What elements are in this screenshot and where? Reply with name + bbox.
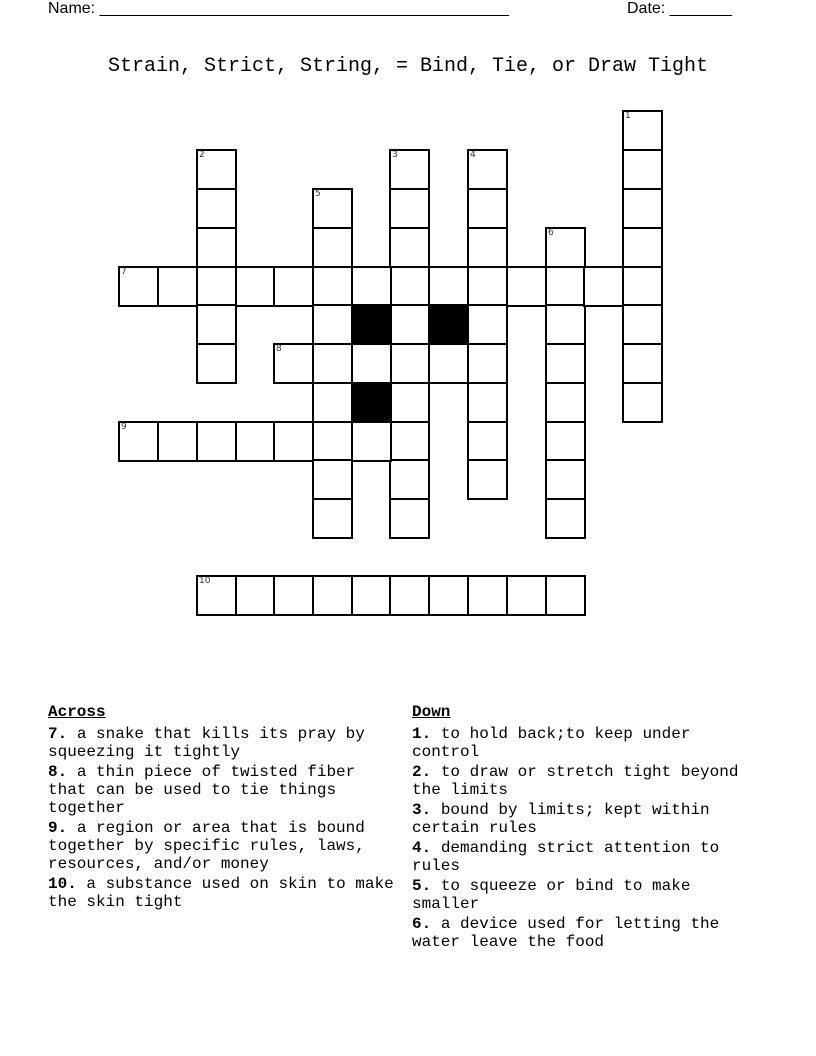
answer-cell[interactable] (351, 421, 392, 462)
answer-cell[interactable] (467, 227, 508, 268)
numbered-cell[interactable] (389, 149, 430, 190)
answer-cell[interactable] (312, 575, 353, 616)
answer-cell[interactable] (389, 266, 430, 307)
clue-text: to hold back;to keep under control (412, 725, 691, 761)
answer-cell[interactable] (545, 575, 586, 616)
answer-cell[interactable] (196, 266, 237, 307)
clue-number-label: 6 (548, 228, 554, 238)
answer-cell[interactable] (389, 421, 430, 462)
numbered-cell[interactable] (196, 149, 237, 190)
answer-cell[interactable] (389, 498, 430, 539)
answer-cell[interactable] (622, 227, 663, 268)
answer-cell[interactable] (235, 575, 276, 616)
answer-cell[interactable] (545, 421, 586, 462)
answer-cell[interactable] (622, 343, 663, 384)
answer-cell[interactable] (545, 459, 586, 500)
clue-text: a snake that kills its pray by squeezing it tightly (48, 725, 365, 761)
answer-cell[interactable] (622, 382, 663, 423)
numbered-cell[interactable] (622, 110, 663, 151)
answer-cell[interactable] (273, 575, 314, 616)
answer-cell[interactable] (506, 266, 547, 307)
clue-number-label: 5 (315, 189, 321, 199)
across-clue-9 (48, 819, 398, 873)
answer-cell[interactable] (312, 421, 353, 462)
answer-cell[interactable] (351, 266, 392, 307)
clue-number: 7. (48, 725, 68, 743)
clue-text: a device used for letting the water leave the food (412, 915, 720, 951)
clue-text: to squeeze or bind to make smaller (412, 877, 691, 913)
black-square (351, 304, 392, 345)
answer-cell[interactable] (351, 343, 392, 384)
answer-cell[interactable] (428, 266, 469, 307)
numbered-cell[interactable] (118, 421, 159, 462)
answer-cell[interactable] (196, 343, 237, 384)
clue-number: 4. (412, 839, 432, 857)
black-square (351, 382, 392, 423)
answer-cell[interactable] (428, 343, 469, 384)
answer-cell[interactable] (389, 188, 430, 229)
answer-cell[interactable] (389, 382, 430, 423)
answer-cell[interactable] (467, 266, 508, 307)
answer-cell[interactable] (196, 227, 237, 268)
answer-cell[interactable] (467, 459, 508, 500)
down-clue-2 (412, 763, 762, 799)
answer-cell[interactable] (273, 266, 314, 307)
answer-cell[interactable] (545, 266, 586, 307)
down-clue-3 (412, 801, 762, 837)
answer-cell[interactable] (428, 575, 469, 616)
answer-cell[interactable] (545, 498, 586, 539)
clue-text: a substance used on skin to make the skin tight (48, 875, 394, 911)
clue-number-label: 2 (199, 150, 205, 160)
across-clue-10 (48, 875, 398, 911)
name-field[interactable]: Name: ______________________________________________ (48, 0, 509, 17)
answer-cell[interactable] (506, 575, 547, 616)
answer-cell[interactable] (467, 188, 508, 229)
answer-cell[interactable] (312, 266, 353, 307)
across-clues (48, 703, 398, 913)
clue-number-label: 8 (276, 344, 282, 354)
clue-number-label: 1 (625, 111, 631, 121)
answer-cell[interactable] (622, 149, 663, 190)
answer-cell[interactable] (389, 343, 430, 384)
answer-cell[interactable] (312, 304, 353, 345)
answer-cell[interactable] (196, 188, 237, 229)
answer-cell[interactable] (312, 382, 353, 423)
answer-cell[interactable] (389, 459, 430, 500)
clue-text: a thin piece of twisted fiber that can be used to tie things together (48, 763, 356, 817)
clue-text: bound by limits; kept within certain rules (412, 801, 710, 837)
clue-text: a region or area that is bound together by specific rules, laws, resources, and/or money (48, 819, 365, 873)
answer-cell[interactable] (157, 266, 198, 307)
answer-cell[interactable] (389, 227, 430, 268)
answer-cell[interactable] (622, 304, 663, 345)
clue-number-label: 7 (121, 267, 127, 277)
answer-cell[interactable] (312, 498, 353, 539)
answer-cell[interactable] (235, 421, 276, 462)
answer-cell[interactable] (467, 382, 508, 423)
clue-number: 2. (412, 763, 432, 781)
answer-cell[interactable] (157, 421, 198, 462)
answer-cell[interactable] (467, 575, 508, 616)
down-heading: Down (412, 703, 451, 721)
down-clue-1 (412, 725, 762, 761)
clue-number: 9. (48, 819, 68, 837)
black-square (428, 304, 469, 345)
clue-number: 5. (412, 877, 432, 895)
numbered-cell[interactable] (273, 343, 314, 384)
answer-cell[interactable] (389, 304, 430, 345)
puzzle-title: Strain, Strict, String, = Bind, Tie, or Draw Tight (107, 55, 709, 78)
across-heading: Across (48, 703, 106, 721)
answer-cell[interactable] (467, 343, 508, 384)
down-clue-4 (412, 839, 762, 875)
clue-text: demanding strict attention to rules (412, 839, 720, 875)
clue-number: 3. (412, 801, 432, 819)
answer-cell[interactable] (235, 266, 276, 307)
numbered-cell[interactable] (196, 575, 237, 616)
clue-number-label: 10 (199, 576, 211, 586)
clue-number: 6. (412, 915, 432, 933)
clue-number: 10. (48, 875, 77, 893)
clue-number-label: 9 (121, 422, 127, 432)
down-clue-6 (412, 915, 762, 951)
down-clues (412, 703, 762, 953)
answer-cell[interactable] (196, 304, 237, 345)
numbered-cell[interactable] (312, 188, 353, 229)
clue-text: to draw or stretch tight beyond the limits (412, 763, 739, 799)
answer-cell[interactable] (312, 459, 353, 500)
answer-cell[interactable] (622, 188, 663, 229)
across-clue-7 (48, 725, 398, 761)
numbered-cell[interactable] (467, 149, 508, 190)
answer-cell[interactable] (467, 304, 508, 345)
numbered-cell[interactable] (545, 227, 586, 268)
answer-cell[interactable] (467, 421, 508, 462)
answer-cell[interactable] (351, 575, 392, 616)
answer-cell[interactable] (273, 421, 314, 462)
answer-cell[interactable] (312, 227, 353, 268)
clue-number: 1. (412, 725, 432, 743)
clue-number-label: 3 (392, 150, 398, 160)
answer-cell[interactable] (545, 382, 586, 423)
answer-cell[interactable] (312, 343, 353, 384)
answer-cell[interactable] (196, 421, 237, 462)
answer-cell[interactable] (583, 266, 624, 307)
down-clue-5 (412, 877, 762, 913)
numbered-cell[interactable] (118, 266, 159, 307)
answer-cell[interactable] (622, 266, 663, 307)
answer-cell[interactable] (545, 343, 586, 384)
clue-number-label: 4 (470, 150, 476, 160)
answer-cell[interactable] (545, 304, 586, 345)
answer-cell[interactable] (389, 575, 430, 616)
date-field[interactable]: Date: _______ (627, 0, 732, 17)
across-clue-8 (48, 763, 398, 817)
clue-number: 8. (48, 763, 68, 781)
